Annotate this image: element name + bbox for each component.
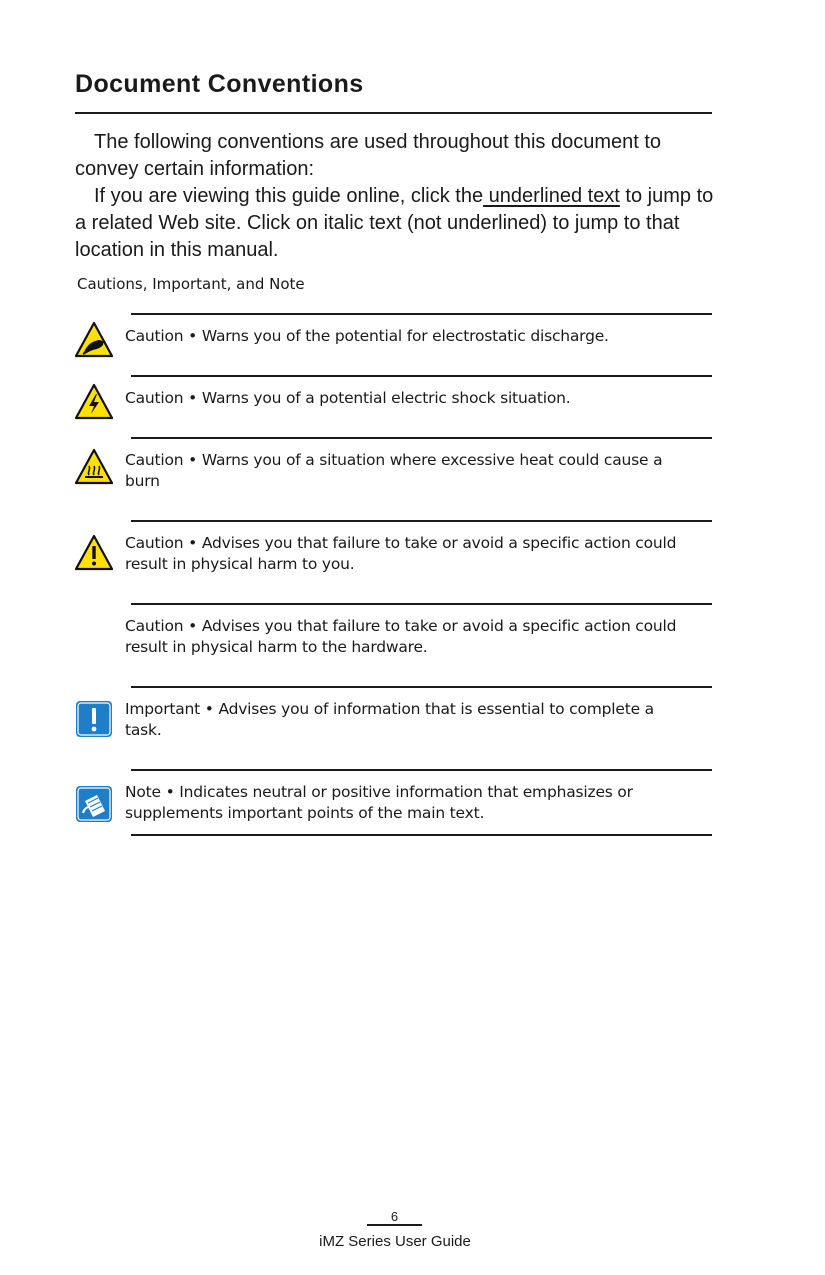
notice-divider [131, 686, 712, 688]
notice-text: Caution • Advises you that failure to take or avoid a specific action could result in physical harm to you. [125, 534, 677, 573]
footer-guide-title: iMZ Series User Guide [319, 1233, 471, 1250]
notice-text: Caution • Advises you that failure to take or avoid a specific action could result in physical harm to the hardware. [125, 617, 677, 656]
footer-divider [367, 1224, 422, 1226]
intro-paragraph-1: The following conventions are used throughout this document to convey certain information: [75, 131, 662, 180]
notice-text: Important • Advises you of information that is essential to complete a task. [125, 700, 654, 739]
important-icon [75, 700, 113, 738]
intro-p2-start: If you are viewing this guide online, click the [94, 185, 484, 207]
notice-divider [131, 769, 712, 771]
notice-divider [131, 437, 712, 439]
notice-divider [131, 603, 712, 605]
notice-divider [131, 375, 712, 377]
intro-text [75, 129, 715, 264]
notice-text: Caution • Warns you of a situation where excessive heat could cause a burn [125, 451, 663, 490]
underlined-text-link[interactable]: underlined text [483, 185, 620, 207]
page-title: Document Conventions [75, 70, 364, 98]
electrostatic-discharge-icon [75, 321, 113, 359]
notice-text: Caution • Warns you of the potential for electrostatic discharge. [125, 327, 609, 345]
title-divider [75, 112, 712, 114]
general-warning-icon [75, 534, 113, 572]
intro-paragraph-2 [75, 183, 715, 264]
electric-shock-icon [75, 383, 113, 421]
notice-divider [131, 834, 712, 836]
page-number: 6 [390, 1209, 399, 1224]
notice-divider [131, 313, 712, 315]
notice-text: Caution • Warns you of a potential electric shock situation. [125, 389, 571, 407]
note-icon [75, 785, 113, 823]
section-label: Cautions, Important, and Note [77, 275, 305, 293]
notice-text: Note • Indicates neutral or positive information that emphasizes or supplements important points of the main text. [125, 783, 633, 822]
hot-surface-icon [75, 448, 113, 486]
intro-p2-end: to jump to a related Web site. Click on italic text (not underlined) to jump to that location in this manual. [75, 185, 714, 261]
notice-divider [131, 520, 712, 522]
